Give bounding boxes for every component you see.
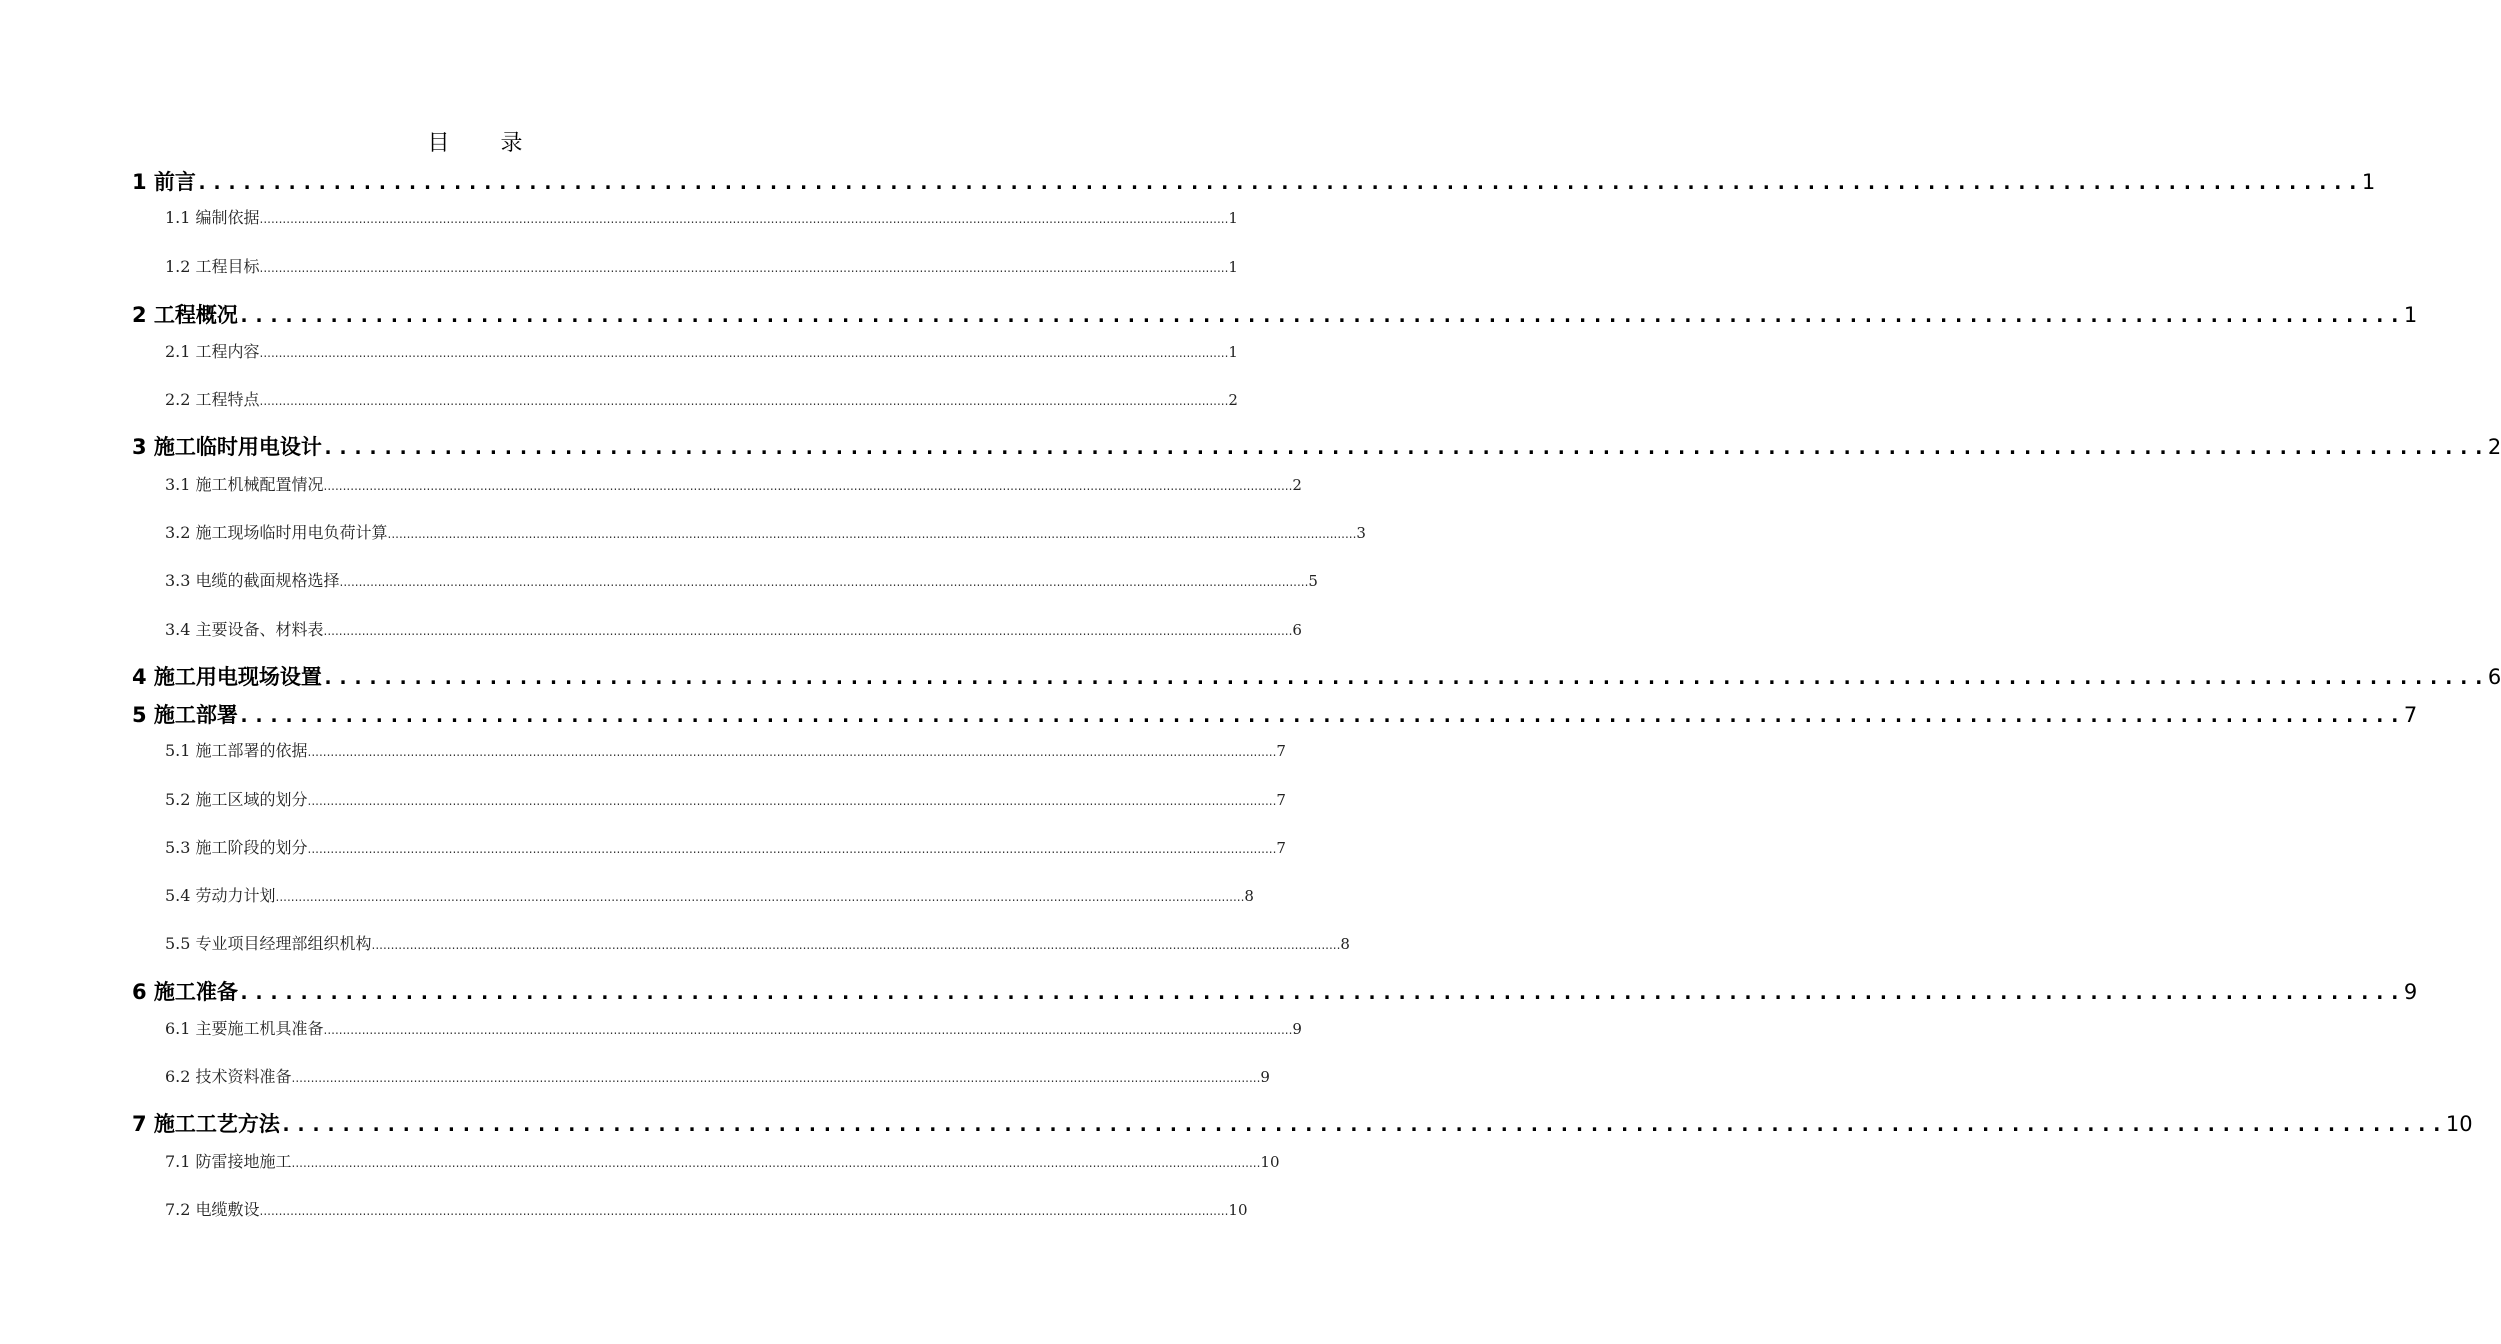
toc-entry-6-1[interactable] — [165, 1016, 1302, 1038]
toc-entry-1-1[interactable] — [165, 205, 1238, 227]
toc-leader-dots: .............................................................................................................................................................................................................................................................. — [339, 575, 1309, 589]
toc-leader-dots: .............................................................................................................................................................................................................................................................. — [291, 1071, 1261, 1085]
toc-page-number: 7 — [1276, 791, 1286, 809]
toc-entry-label: 3.3 电缆的截面规格选择 — [165, 571, 340, 590]
toc-entry-label: 3.4 主要设备、材料表 — [165, 620, 324, 639]
toc-page-number: 9 — [2403, 980, 2418, 1004]
toc-entry-label: 5.4 劳动力计划 — [165, 886, 276, 905]
toc-page-number: 8 — [1244, 887, 1254, 905]
toc-page-number: 3 — [1356, 524, 1366, 542]
toc-entry-label: 2 工程概况 — [132, 303, 238, 327]
toc-entry-label: 5.5 专业项目经理部组织机构 — [165, 934, 372, 953]
toc-entry-label: 7.2 电缆敷设 — [165, 1200, 260, 1219]
toc-leader-dots: .............................................................................................................................................................................................................................................................. — [259, 212, 1229, 226]
toc-leader-dots: .............................................................................................................................................................................................................................................................. — [259, 346, 1229, 360]
toc-page-number: 6 — [1292, 621, 1302, 639]
toc-entry-label: 6.2 技术资料准备 — [165, 1067, 292, 1086]
toc-entry-5-2[interactable] — [165, 787, 1286, 809]
toc-entry-label: 5 施工部署 — [132, 703, 238, 727]
toc-entry-label: 5.3 施工阶段的划分 — [165, 838, 308, 857]
toc-page-number: 1 — [2361, 170, 2376, 194]
toc-leader-dots: .............................................................................................................................................................................................................................................................. — [307, 794, 1277, 808]
toc-leader-dots: ................................................................................................................................................ — [321, 435, 2488, 459]
toc-leader-dots: .............................................................................................................................................................................................................................................................. — [387, 527, 1357, 541]
toc-entry-2-1[interactable] — [165, 339, 1238, 361]
toc-page-number: 2 — [1228, 391, 1238, 409]
toc-entry-label: 1.2 工程目标 — [165, 257, 260, 276]
toc-page-number: 7 — [2403, 703, 2418, 727]
toc-leader-dots: ................................................................................................................................................ — [237, 980, 2404, 1004]
toc-leader-dots: .............................................................................................................................................................................................................................................................. — [323, 1023, 1293, 1037]
toc-leader-dots: ................................................................................................................................................ — [321, 665, 2488, 689]
toc-entry-6-2[interactable] — [165, 1064, 1270, 1086]
toc-entry-3-1[interactable] — [165, 472, 1302, 494]
toc-leader-dots: .............................................................................................................................................................................................................................................................. — [307, 842, 1277, 856]
toc-title: 目 录 — [427, 131, 545, 156]
toc-page-number: 1 — [2403, 303, 2418, 327]
toc-entry-5-1[interactable] — [165, 738, 1286, 760]
toc-page-number: 5 — [1308, 572, 1318, 590]
toc-leader-dots: .............................................................................................................................................................................................................................................................. — [307, 745, 1277, 759]
toc-leader-dots: .............................................................................................................................................................................................................................................................. — [291, 1156, 1261, 1170]
toc-leader-dots: .............................................................................................................................................................................................................................................................. — [259, 1204, 1229, 1218]
toc-page-number: 1 — [1228, 209, 1238, 227]
toc-entry-7[interactable] — [132, 1108, 2473, 1138]
toc-entry-3[interactable] — [132, 431, 2501, 461]
toc-entry-label: 1.1 编制依据 — [165, 208, 260, 227]
toc-entry-label: 2.1 工程内容 — [165, 342, 260, 361]
toc-leader-dots: .............................................................................................................................................................................................................................................................. — [371, 938, 1341, 952]
toc-entry-label: 3.1 施工机械配置情况 — [165, 475, 324, 494]
toc-page-number: 1 — [1228, 258, 1238, 276]
toc-entry-7-2[interactable] — [165, 1197, 1248, 1219]
toc-page-number: 2 — [2487, 435, 2501, 459]
toc-leader-dots: .............................................................................................................................................................................................................................................................. — [259, 394, 1229, 408]
toc-entry-label: 5.2 施工区域的划分 — [165, 790, 308, 809]
toc-page-number: 1 — [1228, 343, 1238, 361]
toc-leader-dots: .............................................................................................................................................................................................................................................................. — [323, 624, 1293, 638]
toc-entry-label: 4 施工用电现场设置 — [132, 665, 322, 689]
toc-entry-3-3[interactable] — [165, 568, 1318, 590]
toc-page-number: 6 — [2487, 665, 2501, 689]
toc-page-number: 9 — [1292, 1020, 1302, 1038]
toc-entry-5-5[interactable] — [165, 931, 1350, 953]
toc-leader-dots: ................................................................................................................................................ — [237, 303, 2404, 327]
toc-page-number: 9 — [1260, 1068, 1270, 1086]
toc-entry-3-4[interactable] — [165, 617, 1302, 639]
toc-page-number: 10 — [2445, 1112, 2473, 1136]
toc-page-number: 7 — [1276, 742, 1286, 760]
toc-page-number: 10 — [1228, 1201, 1248, 1219]
toc-entry-label: 3 施工临时用电设计 — [132, 435, 322, 459]
toc-leader-dots: .............................................................................................................................................................................................................................................................. — [275, 890, 1245, 904]
toc-page-number: 10 — [1260, 1153, 1280, 1171]
toc-entry-6[interactable] — [132, 976, 2418, 1006]
toc-entry-1-2[interactable] — [165, 254, 1238, 276]
toc-entry-label: 2.2 工程特点 — [165, 390, 260, 409]
toc-leader-dots: .............................................................................................................................................................................................................................................................. — [259, 261, 1229, 275]
toc-entry-label: 6.1 主要施工机具准备 — [165, 1019, 324, 1038]
toc-page-number: 8 — [1340, 935, 1350, 953]
toc-entry-label: 7 施工工艺方法 — [132, 1112, 280, 1136]
toc-entry-4[interactable] — [132, 661, 2501, 691]
toc-entry-5-3[interactable] — [165, 835, 1286, 857]
toc-leader-dots: ................................................................................................................................................ — [195, 170, 2362, 194]
toc-leader-dots: .............................................................................................................................................................................................................................................................. — [323, 479, 1293, 493]
toc-entry-3-2[interactable] — [165, 520, 1366, 542]
toc-entry-label: 5.1 施工部署的依据 — [165, 741, 308, 760]
toc-entry-label: 7.1 防雷接地施工 — [165, 1152, 292, 1171]
toc-leader-dots: ................................................................................................................................................ — [279, 1112, 2446, 1136]
toc-page-number: 2 — [1292, 476, 1302, 494]
toc-entry-label: 1 前言 — [132, 170, 196, 194]
toc-leader-dots: ................................................................................................................................................ — [237, 703, 2404, 727]
toc-entry-2[interactable] — [132, 299, 2418, 329]
toc-entry-5-4[interactable] — [165, 883, 1254, 905]
toc-entry-label: 6 施工准备 — [132, 980, 238, 1004]
toc-entry-2-2[interactable] — [165, 387, 1238, 409]
toc-entry-5[interactable] — [132, 699, 2418, 729]
toc-entry-1[interactable] — [132, 166, 2376, 196]
toc-entry-label: 3.2 施工现场临时用电负荷计算 — [165, 523, 388, 542]
toc-page-number: 7 — [1276, 839, 1286, 857]
toc-entry-7-1[interactable] — [165, 1149, 1280, 1171]
